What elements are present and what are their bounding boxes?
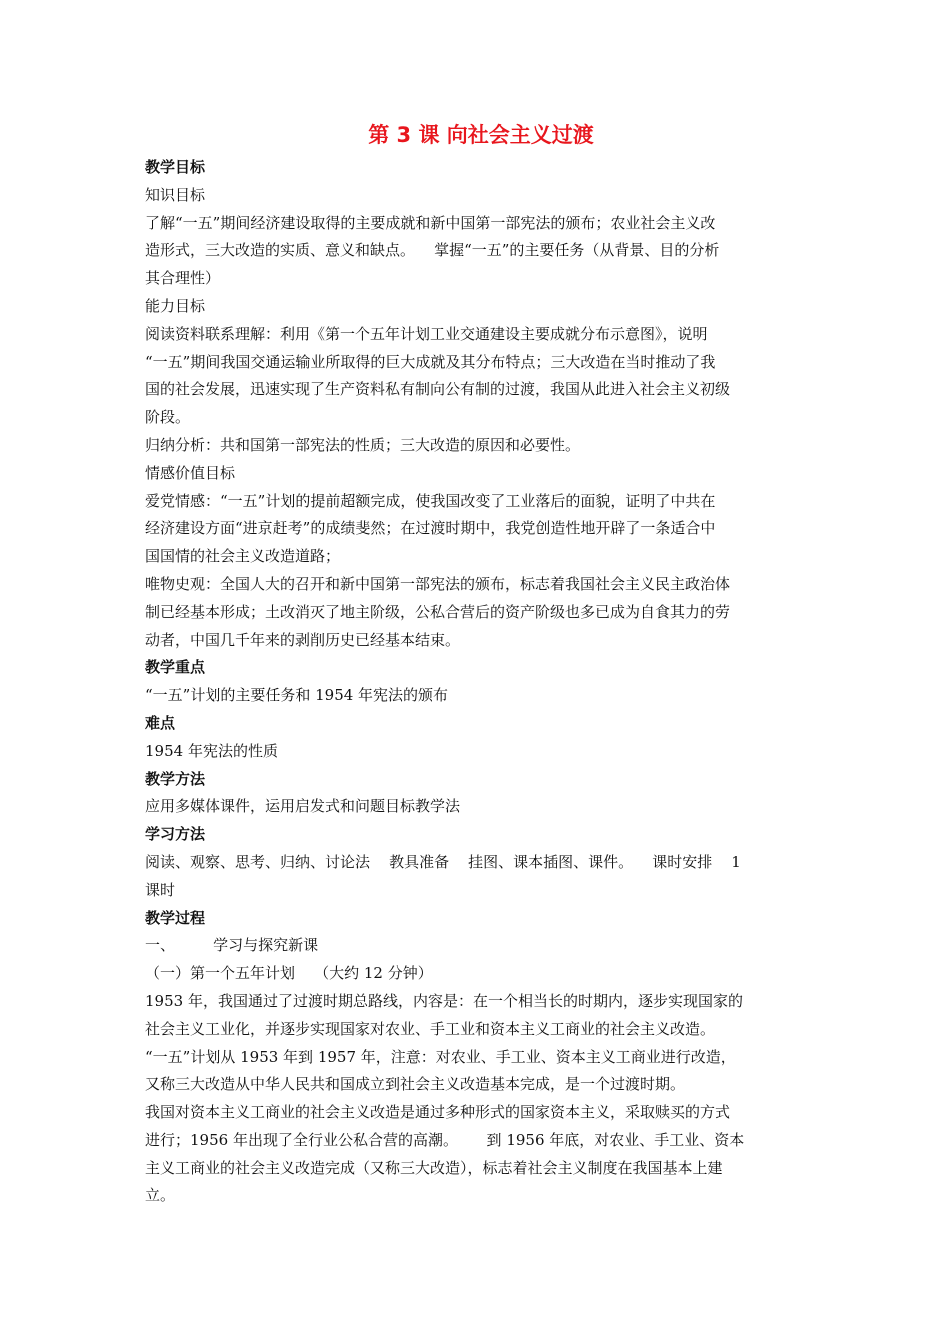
ability-line: 阅读资料联系理解：利用《第一个五年计划工业交通建设主要成就分布示意图》，说明	[145, 324, 708, 343]
study-line: 课时	[145, 880, 176, 899]
emotion-line: 唯物史观：全国人大的召开和新中国第一部宪法的颁布，标志着我国社会主义民主政治体	[145, 574, 731, 593]
emotion-line: 制已经基本形成；土改消灭了地主阶级，公私合营后的资产阶级也多已成为自食其力的劳	[145, 602, 731, 621]
key-heading: 教学重点	[145, 658, 206, 677]
knowledge-line: 了解“一五”期间经济建设取得的主要成就和新中国第一部宪法的颁布；农业社会主义改	[145, 213, 716, 232]
emotion-label: 情感价值目标	[145, 463, 236, 482]
knowledge-line: 其合理性）	[145, 269, 221, 288]
process-line: 一、 学习与探究新课	[145, 936, 319, 955]
emotion-line: 动者，中国几千年来的剥削历史已经基本结束。	[145, 630, 461, 649]
difficulty-text: 1954 年宪法的性质	[145, 741, 278, 760]
study-line: 阅读、观察、思考、归纳、讨论法 教具准备 挂图、课本插图、课件。 课时安排 1	[145, 852, 741, 871]
method-text: 应用多媒体课件，运用启发式和问题目标教学法	[145, 797, 461, 816]
emotion-line: 经济建设方面“进京赶考”的成绩斐然；在过渡时期中，我党创造性地开辟了一条适合中	[145, 519, 716, 538]
method-heading: 教学方法	[145, 769, 206, 788]
ability-label: 能力目标	[145, 296, 206, 315]
process-line: 又称三大改造从中华人民共和国成立到社会主义改造基本完成，是一个过渡时期。	[145, 1075, 686, 1094]
process-line: 社会主义工业化，并逐步实现国家对农业、手工业和资本主义工商业的社会主义改造。	[145, 1019, 716, 1038]
document-title: 第 3 课 向社会主义过渡	[368, 123, 594, 147]
process-line: （一）第一个五年计划 （大约 12 分钟）	[145, 964, 433, 983]
goals-heading: 教学目标	[145, 158, 206, 176]
document-page	[145, 118, 805, 1210]
process-line: 1953 年，我国通过了过渡时期总路线，内容是：在一个相当长的时期内，逐步实现国家的	[145, 991, 743, 1010]
process-line: “一五”计划从 1953 年到 1957 年，注意：对农业、手工业、资本主义工商业进行改造，	[145, 1047, 736, 1066]
ability-line: “一五”期间我国交通运输业所取得的巨大成就及其分布特点；三大改造在当时推动了我	[145, 352, 716, 371]
key-text: “一五”计划的主要任务和 1954 年宪法的颁布	[145, 686, 449, 705]
ability-line: 国的社会发展，迅速实现了生产资料私有制向公有制的过渡，我国从此进入社会主义初级	[145, 380, 731, 399]
study-heading: 学习方法	[145, 825, 206, 844]
process-line: 进行；1956 年出现了全行业公私合营的高潮。 到 1956 年底，对农业、手工业、资本	[145, 1130, 745, 1149]
process-heading: 教学过程	[145, 908, 206, 927]
process-line: 立。	[145, 1186, 176, 1205]
knowledge-line: 造形式，三大改造的实质、意义和缺点。 掌握“一五”的主要任务（从背景、目的分析	[145, 241, 720, 260]
knowledge-label: 知识目标	[145, 185, 206, 204]
emotion-line: 爱党情感：“一五”计划的提前超额完成，使我国改变了工业落后的面貌，证明了中共在	[145, 491, 716, 510]
ability-line: 阶段。	[145, 408, 191, 427]
process-line: 主义工商业的社会主义改造完成（又称三大改造），标志着社会主义制度在我国基本上建	[145, 1158, 723, 1177]
difficulty-heading: 难点	[145, 713, 176, 732]
ability-line: 归纳分析：共和国第一部宪法的性质；三大改造的原因和必要性。	[145, 435, 581, 454]
emotion-line: 国国情的社会主义改造道路；	[145, 547, 341, 566]
process-line: 我国对资本主义工商业的社会主义改造是通过多种形式的国家资本主义，采取赎买的方式	[145, 1103, 731, 1122]
